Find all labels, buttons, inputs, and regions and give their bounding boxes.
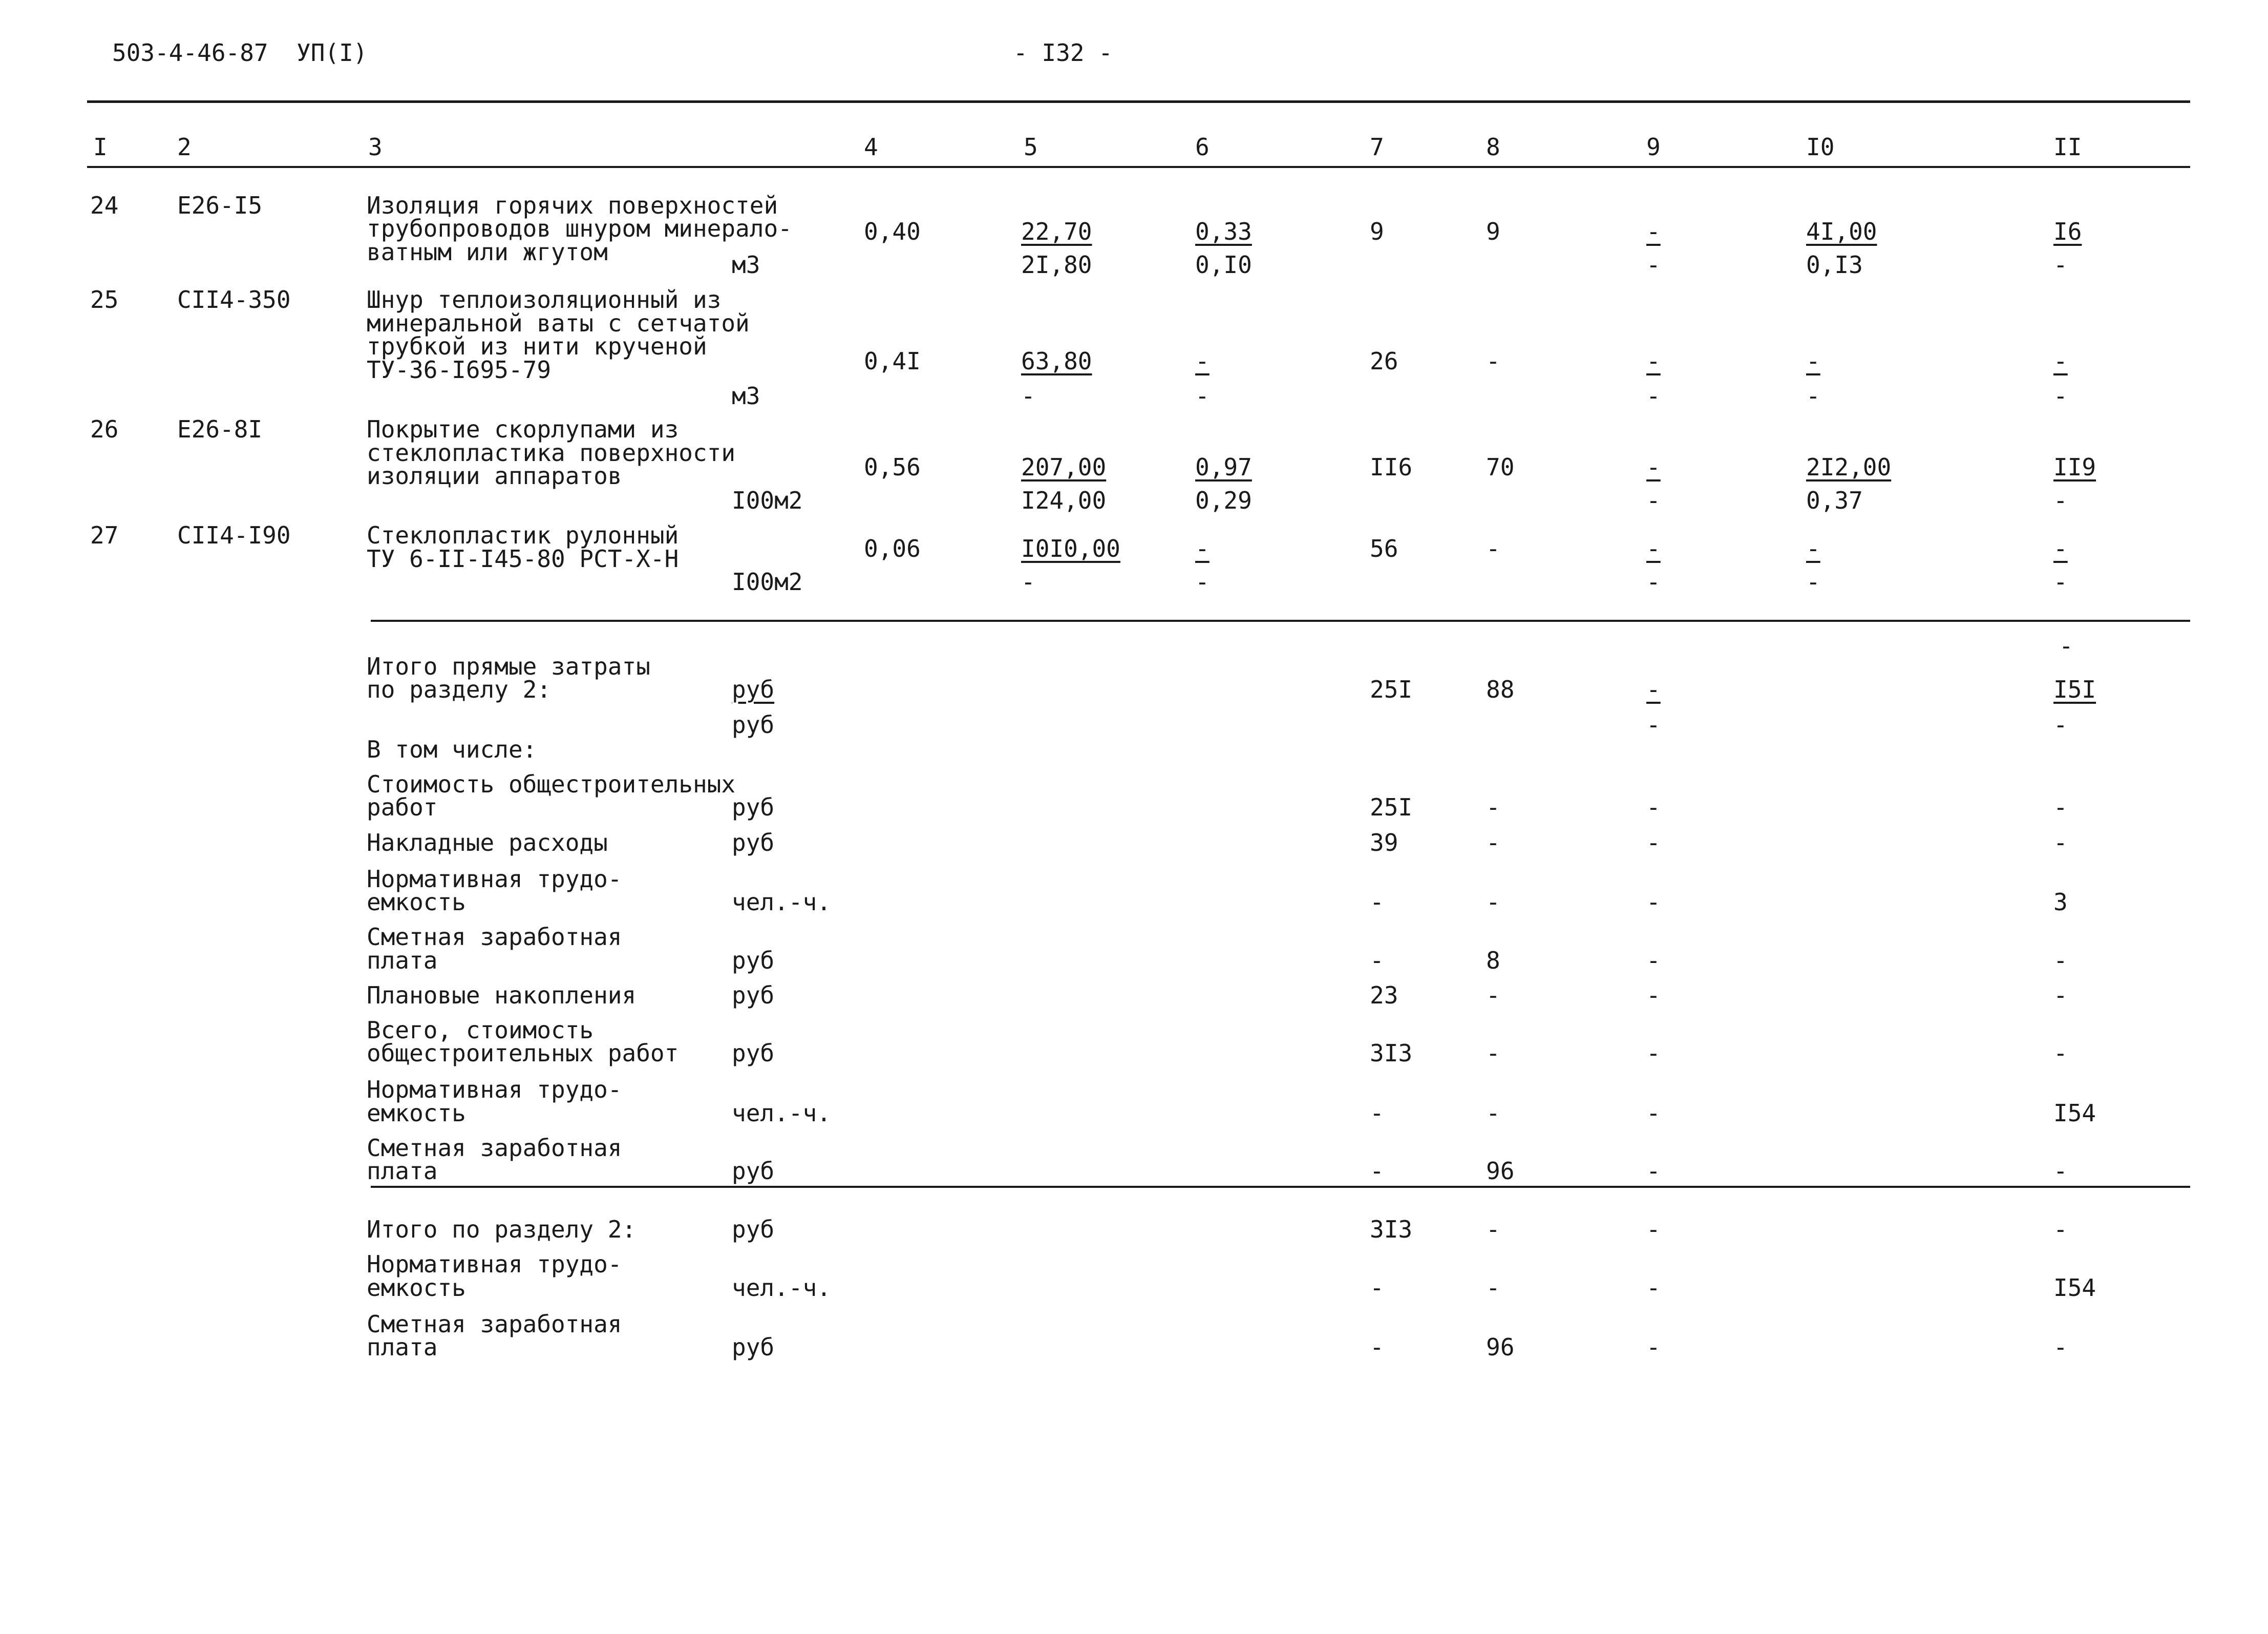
breakdown-col11-value: - <box>2053 1039 2068 1067</box>
row-col10-sub: 0,37 <box>1806 487 1863 514</box>
totals-unit: руб <box>732 711 775 739</box>
breakdown-label-line: плата <box>367 947 438 974</box>
breakdown-col7-value: 39 <box>1370 829 1398 856</box>
breakdown-col7-value: - <box>1370 1099 1384 1127</box>
breakdown-label-line: Сметная заработная <box>367 1134 622 1162</box>
row-col10-sub: - <box>1806 568 1820 596</box>
row-col11-value: - <box>2053 347 2068 375</box>
row-description-line: Покрытие скорлупами из <box>367 415 679 443</box>
breakdown-unit: руб <box>732 793 775 821</box>
totals-unit: руб <box>732 676 775 703</box>
row-code: СII4-350 <box>177 286 291 313</box>
breakdown-unit: чел.-ч. <box>732 888 831 916</box>
breakdown-label-line: общестроительных работ <box>367 1039 679 1067</box>
breakdown-col8-value: - <box>1486 888 1500 916</box>
row-description-line: ватным или жгутом <box>367 238 608 266</box>
breakdown-unit: руб <box>732 1157 775 1185</box>
breakdown-unit: чел.-ч. <box>732 1099 831 1127</box>
column-header-4: 4 <box>864 133 878 161</box>
breakdown-col11-value: 3 <box>2053 888 2068 916</box>
header-bottom-rule <box>87 166 2190 168</box>
row-col6-value: 0,97 <box>1195 453 1252 481</box>
column-header-2: 2 <box>177 133 192 161</box>
totals-col11-top: - <box>2059 632 2073 660</box>
row-col10-sub: 0,I3 <box>1806 251 1863 279</box>
breakdown-col9-value: - <box>1646 981 1661 1009</box>
row-col9-sub: - <box>1646 251 1661 279</box>
row-col9-value: - <box>1646 535 1661 562</box>
row-col9-value: - <box>1646 347 1661 375</box>
row-quantity: 0,40 <box>864 218 921 245</box>
breakdown-col11-value: - <box>2053 1157 2068 1185</box>
row-col11-value: II9 <box>2053 453 2096 481</box>
breakdown-col8-value: 96 <box>1486 1157 1515 1185</box>
totals-col11-value: I5I <box>2053 676 2096 703</box>
row-col5-sub: I24,00 <box>1021 487 1107 514</box>
breakdown-col8-value: - <box>1486 1099 1500 1127</box>
breakdown-label-line: емкость <box>367 888 466 916</box>
totals-title-line: Итого прямые затраты <box>367 653 650 680</box>
breakdown-col9-value: - <box>1646 1039 1661 1067</box>
breakdown-label-line: Нормативная трудо- <box>367 1076 622 1103</box>
section-total-label-line: Нормативная трудо- <box>367 1250 622 1278</box>
row-col9-sub: - <box>1646 487 1661 514</box>
column-header-11: II <box>2053 133 2082 161</box>
section-total-col9-value: - <box>1646 1216 1661 1243</box>
row-col7-value: II6 <box>1370 453 1413 481</box>
row-description-line: трубопроводов шнуром минерало- <box>367 215 792 242</box>
row-description-line: Изоляция горячих поверхностей <box>367 192 778 219</box>
breakdown-col9-value: - <box>1646 829 1661 856</box>
breakdown-col7-value: 3I3 <box>1370 1039 1413 1067</box>
row-description-line: ТУ-36-I695-79 <box>367 356 552 384</box>
column-header-5: 5 <box>1024 133 1038 161</box>
breakdown-unit: руб <box>732 981 775 1009</box>
section-total-unit: руб <box>732 1333 775 1361</box>
section-total-rule <box>371 1186 2190 1188</box>
breakdown-col7-value: 23 <box>1370 981 1398 1009</box>
breakdown-label-line: емкость <box>367 1099 466 1127</box>
column-header-3: 3 <box>368 133 383 161</box>
section-total-label-line: Сметная заработная <box>367 1310 622 1338</box>
breakdown-label-line: Стоимость общестроительных <box>367 770 736 798</box>
column-header-8: 8 <box>1486 133 1500 161</box>
breakdown-col9-value: - <box>1646 947 1661 974</box>
row-number: 25 <box>90 286 119 313</box>
row-col10-sub: - <box>1806 382 1820 410</box>
row-col11-value: I6 <box>2053 218 2082 245</box>
row-col9-value: - <box>1646 453 1661 481</box>
row-col8-value: 9 <box>1486 218 1500 245</box>
column-header-6: 6 <box>1195 133 1210 161</box>
totals-col11-sub: - <box>2053 711 2068 739</box>
page-number: - I32 - <box>1013 39 1113 67</box>
including-label: В том числе: <box>367 736 537 763</box>
totals-title-line: по разделу 2: <box>367 676 552 703</box>
breakdown-col7-value: - <box>1370 888 1384 916</box>
row-quantity: 0,4I <box>864 347 921 375</box>
row-col6-sub: - <box>1195 568 1210 596</box>
section-total-col7-value: - <box>1370 1333 1384 1361</box>
breakdown-unit: руб <box>732 947 775 974</box>
section-total-col11-value: I54 <box>2053 1274 2096 1302</box>
column-header-7: 7 <box>1370 133 1384 161</box>
breakdown-col8-value: 8 <box>1486 947 1500 974</box>
row-description-line: ТУ 6-II-I45-80 РСТ-Х-Н <box>367 545 679 573</box>
row-col10-value: - <box>1806 347 1820 375</box>
section-total-label-line: емкость <box>367 1274 466 1302</box>
row-col6-value: 0,33 <box>1195 218 1252 245</box>
row-col11-sub: - <box>2053 251 2068 279</box>
row-col11-value: - <box>2053 535 2068 562</box>
row-code: Е26-I5 <box>177 192 263 219</box>
row-col10-value: - <box>1806 535 1820 562</box>
breakdown-col7-value: 25I <box>1370 793 1413 821</box>
section-total-unit: руб <box>732 1216 775 1243</box>
section-total-label-line: Итого по разделу 2: <box>367 1216 637 1243</box>
section-total-col11-value: - <box>2053 1216 2068 1243</box>
row-description-line: стеклопластика поверхности <box>367 439 736 467</box>
column-header-9: 9 <box>1646 133 1661 161</box>
row-col6-sub: 0,29 <box>1195 487 1252 514</box>
breakdown-col8-value: - <box>1486 981 1500 1009</box>
row-quantity: 0,06 <box>864 535 921 562</box>
breakdown-col7-value: - <box>1370 1157 1384 1185</box>
section-total-col9-value: - <box>1646 1274 1661 1302</box>
breakdown-unit: руб <box>732 829 775 856</box>
row-col8-value: - <box>1486 535 1500 562</box>
row-description-line: Шнур теплоизоляционный из <box>367 286 722 313</box>
row-code: СII4-I90 <box>177 521 291 549</box>
row-col5-value: 63,80 <box>1021 347 1092 375</box>
breakdown-col11-value: - <box>2053 981 2068 1009</box>
row-col8-value: - <box>1486 347 1500 375</box>
row-col11-sub: - <box>2053 382 2068 410</box>
row-col5-value: 22,70 <box>1021 218 1092 245</box>
section-total-col8-value: - <box>1486 1274 1500 1302</box>
breakdown-col9-value: - <box>1646 793 1661 821</box>
row-col7-value: 56 <box>1370 535 1398 562</box>
header-top-rule <box>87 100 2190 103</box>
row-col5-sub: - <box>1021 568 1035 596</box>
breakdown-label-line: Плановые накопления <box>367 981 637 1009</box>
row-unit: м3 <box>732 382 760 410</box>
totals-separator-rule <box>371 620 2190 622</box>
section-total-unit: чел.-ч. <box>732 1274 831 1302</box>
row-col11-sub: - <box>2053 568 2068 596</box>
totals-col9-value: - <box>1646 676 1661 703</box>
row-description-line: изоляции аппаратов <box>367 462 622 490</box>
breakdown-col11-value: - <box>2053 793 2068 821</box>
breakdown-col11-value: I54 <box>2053 1099 2096 1127</box>
document-code: 503-4-46-87 УП(I) <box>112 39 368 67</box>
breakdown-col9-value: - <box>1646 888 1661 916</box>
section-total-col8-value: 96 <box>1486 1333 1515 1361</box>
breakdown-label-line: плата <box>367 1157 438 1185</box>
breakdown-col8-value: - <box>1486 829 1500 856</box>
row-col10-value: 2I2,00 <box>1806 453 1892 481</box>
section-total-col9-value: - <box>1646 1333 1661 1361</box>
row-col7-value: 26 <box>1370 347 1398 375</box>
breakdown-col11-value: - <box>2053 829 2068 856</box>
row-number: 24 <box>90 192 119 219</box>
row-col6-sub: 0,I0 <box>1195 251 1252 279</box>
row-description-line: Стеклопластик рулонный <box>367 521 679 549</box>
column-header-10: I0 <box>1806 133 1835 161</box>
row-col5-sub: - <box>1021 382 1035 410</box>
breakdown-unit: руб <box>732 1039 775 1067</box>
breakdown-label-line: Накладные расходы <box>367 829 608 856</box>
breakdown-label-line: работ <box>367 793 438 821</box>
row-unit: м3 <box>732 251 760 279</box>
row-col5-value: I0I0,00 <box>1021 535 1120 562</box>
breakdown-col8-value: - <box>1486 1039 1500 1067</box>
breakdown-col9-value: - <box>1646 1157 1661 1185</box>
column-header-1: I <box>93 133 108 161</box>
breakdown-col8-value: - <box>1486 793 1500 821</box>
row-col9-sub: - <box>1646 382 1661 410</box>
totals-col9-sub: - <box>1646 711 1661 739</box>
row-code: Е26-8I <box>177 415 263 443</box>
row-col7-value: 9 <box>1370 218 1384 245</box>
breakdown-col9-value: - <box>1646 1099 1661 1127</box>
row-col6-value: - <box>1195 535 1210 562</box>
section-total-label-line: плата <box>367 1333 438 1361</box>
row-col11-sub: - <box>2053 487 2068 514</box>
row-col6-sub: - <box>1195 382 1210 410</box>
row-col5-sub: 2I,80 <box>1021 251 1092 279</box>
row-col9-sub: - <box>1646 568 1661 596</box>
row-unit: I00м2 <box>732 568 803 596</box>
section-total-col7-value: 3I3 <box>1370 1216 1413 1243</box>
row-number: 27 <box>90 521 119 549</box>
row-description-line: трубкой из нити крученой <box>367 332 707 360</box>
section-total-col7-value: - <box>1370 1274 1384 1302</box>
breakdown-label-line: Нормативная трудо- <box>367 865 622 893</box>
section-total-col8-value: - <box>1486 1216 1500 1243</box>
totals-col8-value: 88 <box>1486 676 1515 703</box>
row-col10-value: 4I,00 <box>1806 218 1877 245</box>
row-number: 26 <box>90 415 119 443</box>
row-quantity: 0,56 <box>864 453 921 481</box>
breakdown-col7-value: - <box>1370 947 1384 974</box>
row-col5-value: 207,00 <box>1021 453 1107 481</box>
breakdown-col11-value: - <box>2053 947 2068 974</box>
breakdown-label-line: Всего, стоимость <box>367 1016 594 1044</box>
row-unit: I00м2 <box>732 487 803 514</box>
totals-col7-value: 25I <box>1370 676 1413 703</box>
section-total-col11-value: - <box>2053 1333 2068 1361</box>
row-col6-value: - <box>1195 347 1210 375</box>
breakdown-label-line: Сметная заработная <box>367 923 622 951</box>
row-description-line: минеральной ваты с сетчатой <box>367 309 750 337</box>
row-col9-value: - <box>1646 218 1661 245</box>
row-col8-value: 70 <box>1486 453 1515 481</box>
